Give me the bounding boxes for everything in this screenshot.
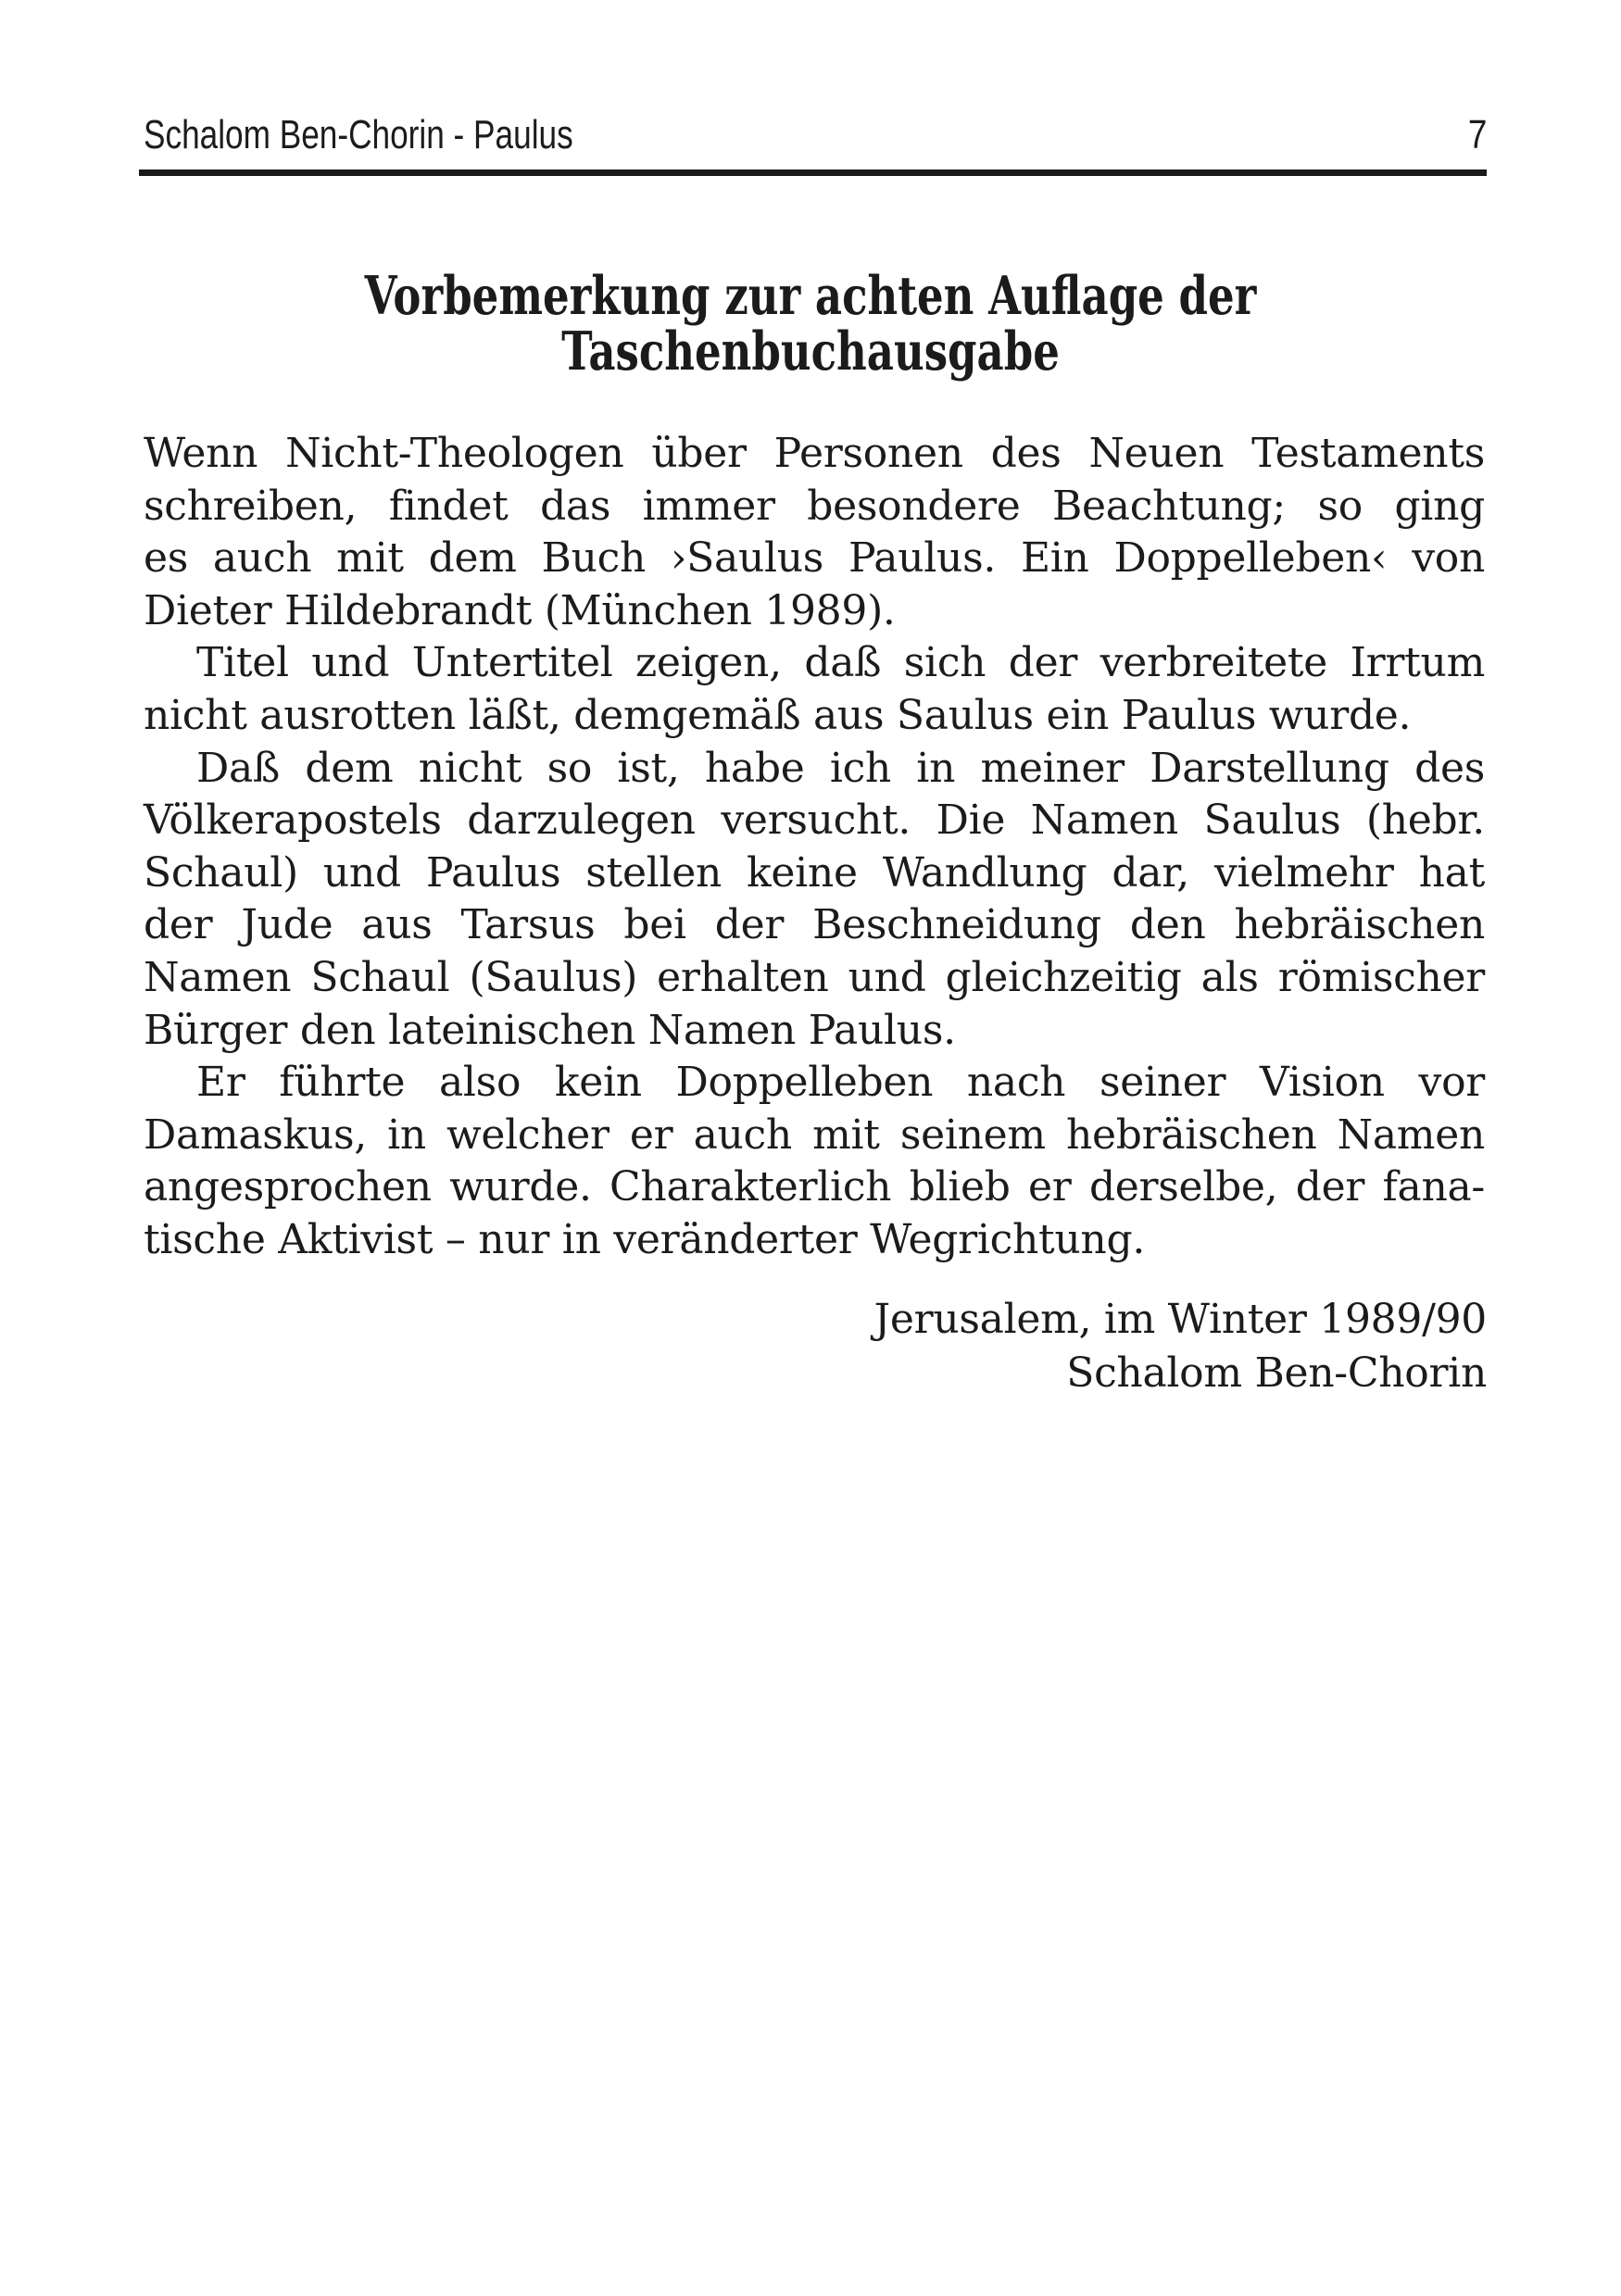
body-line: Wenn Nicht-Theologen über Personen des Neuen Testaments xyxy=(144,430,1485,477)
header-title: Schalom Ben-Chorin - Paulus xyxy=(144,112,573,157)
signature-author: Schalom Ben-Chorin xyxy=(1066,1349,1487,1397)
chapter-title-line-1: Vorbemerkung zur achten Auflage der xyxy=(364,265,1257,327)
body-line: Schaul) und Paulus stellen keine Wandlung dar, vielmehr hat xyxy=(144,848,1485,897)
header-rule xyxy=(139,169,1487,176)
body-line: angesprochen wurde. Charakterlich blieb er derselbe, der fana- xyxy=(144,1163,1485,1211)
body-line: Daß dem nicht so ist, habe ich in meiner Darstellung des xyxy=(196,744,1485,792)
body-text xyxy=(144,428,1485,1267)
body-line: Völkerapostels darzulegen versucht. Die Namen Saulus (hebr. xyxy=(144,797,1485,845)
body-line: es auch mit dem Buch ›Saulus Paulus. Ein Doppelleben‹ von xyxy=(144,534,1485,583)
running-header xyxy=(144,113,1487,159)
body-line: nicht ausrotten läßt, demgemäß aus Saulus ein Paulus wurde. xyxy=(144,691,1412,739)
chapter-title xyxy=(0,265,1621,383)
body-line: Er führte also kein Doppelleben nach seiner Vision vor xyxy=(196,1059,1485,1107)
body-line: Namen Schaul (Saulus) erhalten und gleichzeitig als römischer xyxy=(144,953,1485,1001)
body-line: der Jude aus Tarsus bei der Beschneidung den hebräischen xyxy=(144,901,1485,949)
signature-block xyxy=(874,1293,1487,1399)
body-line: schreiben, findet das immer besondere Beachtung; so ging xyxy=(144,482,1485,530)
body-line: Titel und Untertitel zeigen, daß sich der verbreitete Irrtum xyxy=(196,639,1485,687)
chapter-title-line-2: Taschenbuchausgabe xyxy=(561,320,1060,383)
body-line: tische Aktivist – nur in veränderter Wegrichtung. xyxy=(144,1215,1146,1263)
body-line: Dieter Hildebrandt (München 1989). xyxy=(144,586,896,634)
signature-place-date: Jerusalem, im Winter 1989/90 xyxy=(873,1296,1487,1343)
body-line: Bürger den lateinischen Namen Paulus. xyxy=(144,1006,956,1054)
body-line: Damaskus, in welcher er auch mit seinem hebräischen Namen xyxy=(144,1110,1485,1159)
page-number: 7 xyxy=(1467,112,1487,157)
